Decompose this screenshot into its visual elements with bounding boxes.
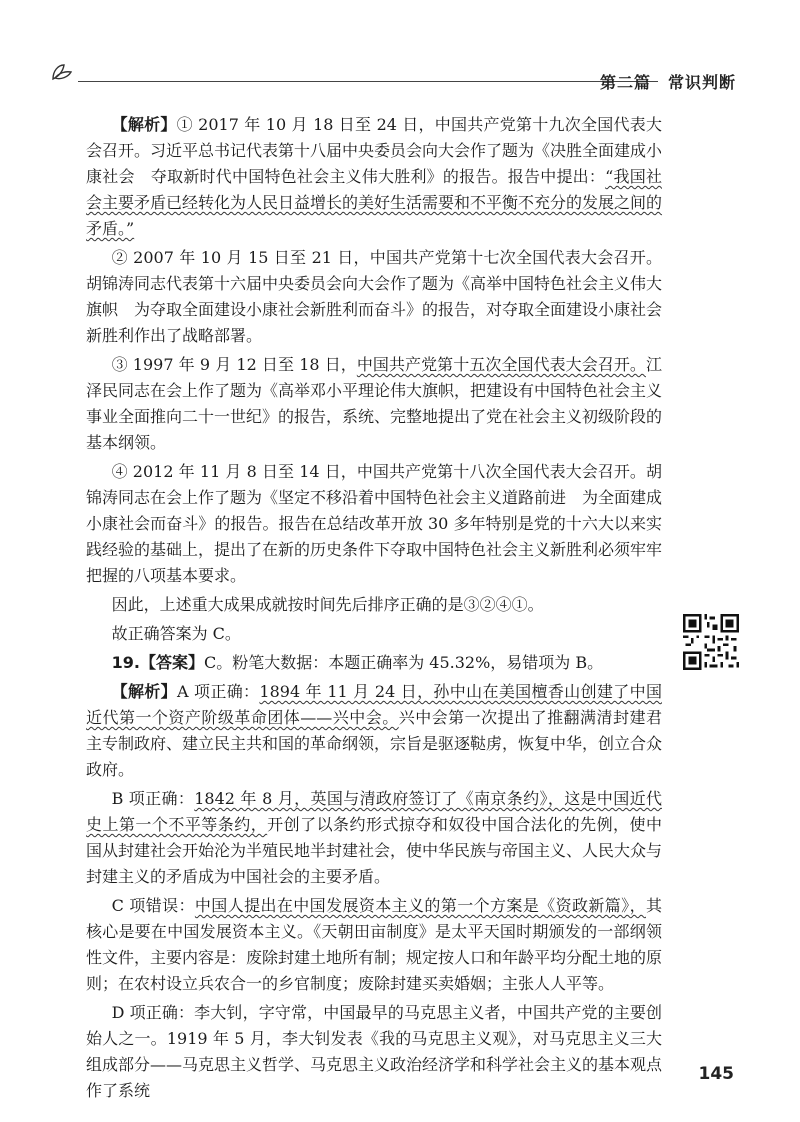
paragraph bbox=[86, 786, 662, 890]
paragraph bbox=[86, 352, 662, 456]
paragraph-text: 因此，上述重大成果成就按时间先后排序正确的是③②④①。 bbox=[111, 595, 544, 614]
paragraph-text: ③ 1997 年 9 月 12 日至 18 日， bbox=[111, 355, 357, 374]
paragraph-tail: 开创了以条约形式掠夺和奴役中国合法化的先例，使中国从封建社会开始沦为半殖民地半封建社会，使中华民族与帝国主义、人民大众与封建主义的矛盾成为中国社会的主要矛盾。 bbox=[86, 815, 663, 886]
paragraph-text: C 项错误： bbox=[111, 896, 195, 915]
emphasized-text: 中国人提出在中国发展资本主义的第一个方案是《资政新篇》， bbox=[194, 896, 646, 915]
paragraph-text: C。粉笔大数据：本题正确率为 45.32%，易错项为 B。 bbox=[203, 653, 604, 672]
analysis-label: 【解析】 bbox=[111, 115, 177, 134]
paragraph-text: ④ 2012 年 11 月 8 日至 14 日，中国共产党第十八次全国代表大会召开。胡锦涛同志在会上作了题为《坚定不移沿着中国特色社会主义道路前进 为全面建成小康社会而奋斗》的报告。报告在总结改革开放 30 多年特别是党的十六大以来实践经验的基础上，提出了在新的历史条件下夺取中国特色社会主义新胜利必须牢牢把握的八项基本要求。 bbox=[86, 462, 663, 585]
paragraph-tail: 其核心是要在中国发展资本主义。《天朝田亩制度》是太平天国时期颁发的一部纲领性文件，主要内容是：废除封建土地所有制；规定按人口和年龄平均分配土地的原则；在农村设立兵农合一的乡官制度；废除封建买卖婚姻；主张人人平等。 bbox=[86, 896, 663, 993]
page-number: 145 bbox=[698, 1064, 734, 1084]
answer-label: 19.【答案】 bbox=[111, 653, 204, 672]
paragraph bbox=[86, 112, 662, 242]
paragraph bbox=[86, 1000, 662, 1104]
section-title: 第二篇 常识判断 bbox=[599, 73, 736, 92]
paragraph bbox=[86, 679, 662, 783]
answer-paragraph bbox=[86, 650, 662, 676]
paragraph bbox=[86, 459, 662, 589]
page-header bbox=[50, 60, 750, 90]
paragraph bbox=[86, 245, 662, 349]
paragraph-text: ① 2017 年 10 月 18 日至 24 日，中国共产党第十九次全国代表大会召开。习近平总书记代表第十八届中央委员会向大会作了题为《决胜全面建成小康社会 夺取新时代中国特色社会主义伟大胜利》的报告。报告中提出： bbox=[86, 115, 663, 186]
paragraph-tail: 兴中会第一次提出了推翻满清封建君主专制政府、建立民主共和国的革命纲领，宗旨是驱逐鞑虏，恢复中华，创立合众政府。 bbox=[86, 708, 663, 779]
leaf-icon bbox=[50, 62, 74, 82]
qr-code-icon[interactable] bbox=[683, 614, 739, 670]
emphasized-text: 1842 年 8 月，英国与清政府签订了《南京条约》，这是中国近代史上第一个不平等条约， bbox=[86, 789, 662, 834]
paragraph-text: B 项正确： bbox=[111, 789, 195, 808]
emphasized-text: 1894 年 11 月 24 日，孙中山在美国檀香山创建了中国近代第一个资产阶级革命团体——兴中会。 bbox=[86, 682, 662, 727]
paragraph-text: 故正确答案为 C。 bbox=[111, 624, 241, 643]
paragraph-text: A 项正确： bbox=[177, 682, 260, 701]
paragraph-text: D 项正确：李大钊，字守常，中国最早的马克思主义者，中国共产党的主要创始人之一。1919 年 5 月，李大钊发表《我的马克思主义观》，对马克思主义三大组成部分——马克思主义哲学、马克思主义政治经济学和科学社会主义的基本观点作了系统 bbox=[86, 1003, 663, 1100]
paragraph bbox=[86, 893, 662, 997]
header-rule bbox=[78, 81, 658, 82]
emphasized-text: 中国共产党第十五次全国代表大会召开。 bbox=[356, 355, 646, 374]
paragraph bbox=[86, 592, 662, 618]
page-content bbox=[86, 112, 662, 1107]
paragraph bbox=[86, 621, 662, 647]
analysis-label: 【解析】 bbox=[111, 682, 177, 701]
paragraph-text: ② 2007 年 10 月 15 日至 21 日，中国共产党第十七次全国代表大会召开。胡锦涛同志代表第十六届中央委员会向大会作了题为《高举中国特色社会主义伟大旗帜 为夺取全面建设小康社会新胜利而奋斗》的报告，对夺取全面建设小康社会新胜利作出了战略部署。 bbox=[86, 248, 663, 345]
emphasized-text: “我国社会主要矛盾已经转化为人民日益增长的美好生活需要和不平衡不充分的发展之间的矛盾。” bbox=[86, 167, 663, 238]
paragraph-tail: 江泽民同志在会上作了题为《高举邓小平理论伟大旗帜，把建设有中国特色社会主义事业全面推向二十一世纪》的报告，系统、完整地提出了党在社会主义初级阶段的基本纲领。 bbox=[86, 355, 663, 452]
